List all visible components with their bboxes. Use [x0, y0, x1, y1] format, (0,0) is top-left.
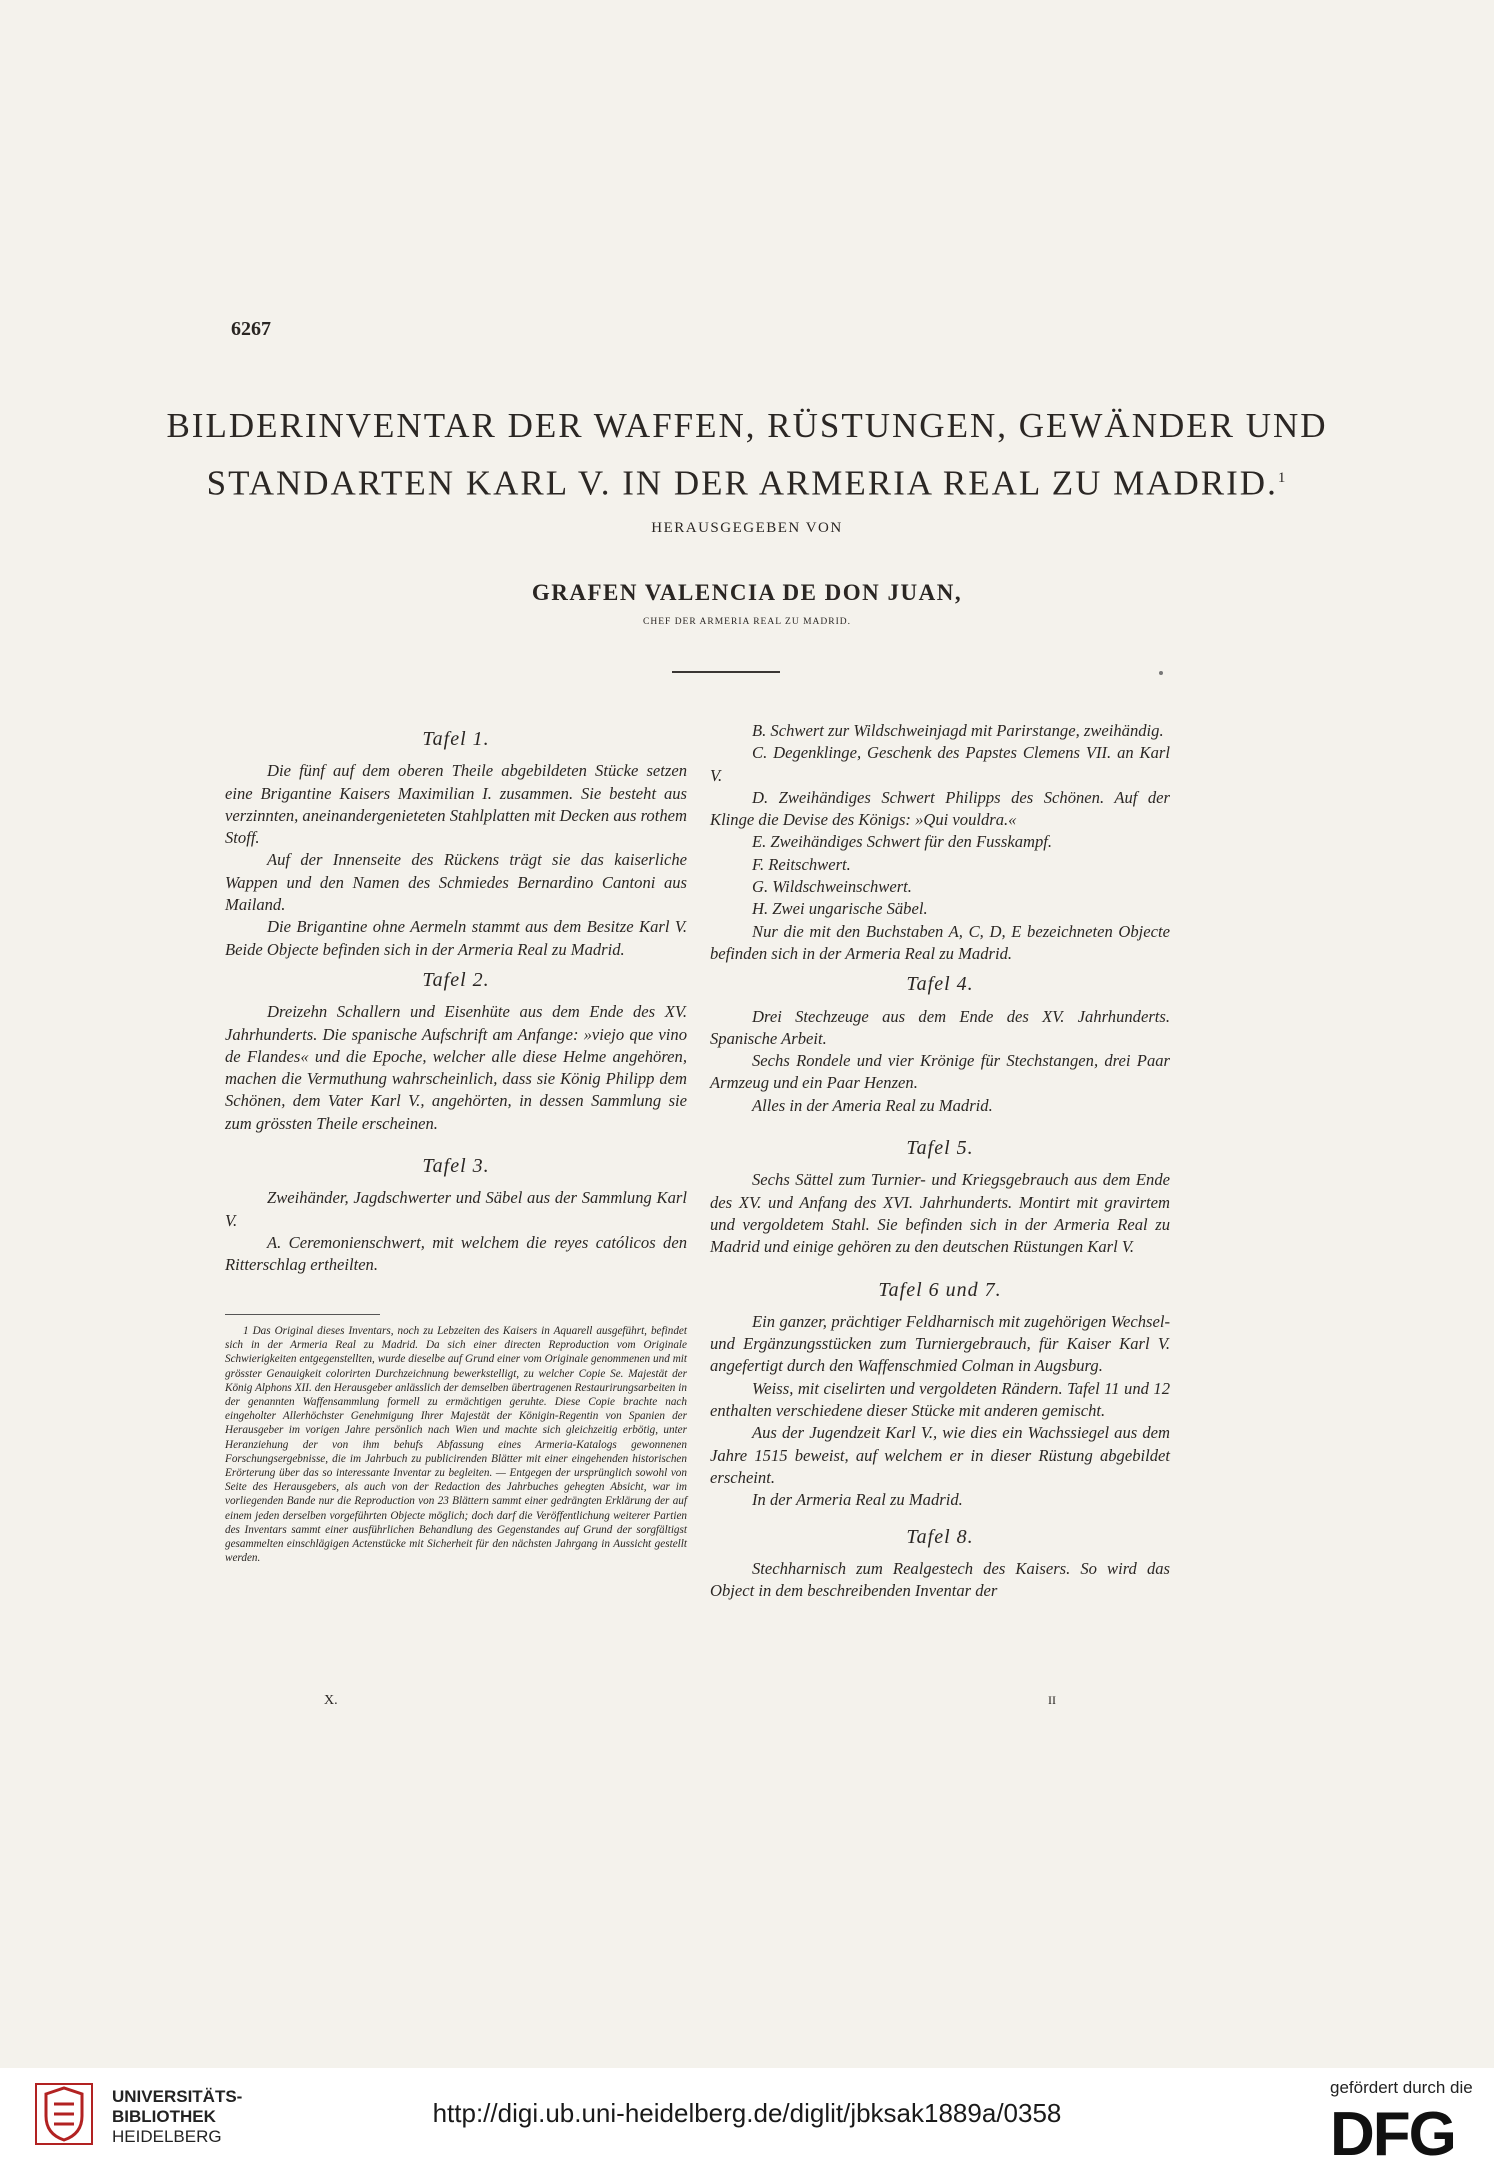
tafel-1-paragraph-2: Auf der Innenseite des Rückens trägt sie das kaiserliche Wappen und den Namen des Schmiedes Bernardino Cantoni aus Mailand.	[225, 850, 687, 915]
tafel-3-paragraph-1: Zweihänder, Jagdschwerter und Säbel aus der Sammlung Karl V.	[225, 1188, 687, 1230]
tafel-4-paragraph-3: Alles in der Ameria Real zu Madrid.	[752, 1095, 993, 1115]
signature-right: II	[1048, 1693, 1056, 1707]
tafel-5-heading: Tafel 5.	[906, 1137, 974, 1160]
library-name-line-2: BIBLIOTHEK	[112, 2107, 216, 2126]
editor-name: GRAFEN VALENCIA DE DON JUAN,	[531, 580, 963, 605]
library-name-line-1: UNIVERSITÄTS-	[112, 2087, 243, 2106]
tafel-6-7-paragraph-4: In der Armeria Real zu Madrid.	[752, 1490, 963, 1510]
tafel-3-heading: Tafel 3.	[422, 1155, 490, 1178]
item-f: F. Reitschwert.	[752, 854, 851, 874]
left-column	[225, 720, 687, 1277]
footnote	[225, 1324, 687, 1565]
tafel-6-7-paragraph-1: Ein ganzer, prächtiger Feldharnisch mit zugehörigen Wechsel- und Ergänzungsstücken zum Turniergebrauch, für Kaiser Karl V. angefertigt durch den Waffenschmied Colman in Augsburg.	[710, 1311, 1170, 1376]
item-g: G. Wildschweinschwert.	[752, 877, 912, 897]
editor-label: HERAUSGEGEBEN VON	[651, 520, 843, 536]
library-name-line-3: HEIDELBERG	[112, 2127, 222, 2146]
item-d: D. Zweihändiges Schwert Philipps des Schönen. Auf der Klinge die Devise des Königs: »Qui vouldra.«	[710, 787, 1170, 830]
speck-mark	[1159, 671, 1163, 675]
tafel-6-7-paragraph-2: Weiss, mit ciselirten und vergoldeten Rändern. Tafel 11 und 12 enthalten verschiedene dieser Stücke mit anderen gemischt.	[710, 1378, 1170, 1421]
tafel-1-paragraph-1: Die fünf auf dem oberen Theile abgebildeten Stücke setzen eine Brigantine Kaisers Maximilian I. zusammen. Sie besteht aus verzinnten, aneinandergenieteten Stahlplatten mit Decken aus rothem Stoff.	[225, 761, 687, 848]
footnote-divider	[225, 1314, 380, 1315]
tafel-2-paragraph-1: Dreizehn Schallern und Eisenhüte aus dem Ende des XV. Jahrhunderts. Die spanische Aufschrift am Anfange: »viejo que vino de Flandes« und die Epoche, welcher alle diese Helme angehören, machen die Vermuthung wahrscheinlich, dass sie König Philipp dem Schönen, dem Vater Karl V., angehörten, in dessen Sammlung sie zum grössten Theile erscheinen.	[225, 1002, 687, 1133]
item-c: C. Degenklinge, Geschenk des Papstes Clemens VII. an Karl V.	[710, 743, 1170, 785]
article-title-line-2	[160, 452, 1334, 510]
tafel-3-paragraph-2: A. Ceremonienschwert, mit welchem die reyes católicos den Ritterschlag ertheilten.	[225, 1232, 687, 1275]
tafel-1-heading: Tafel 1.	[422, 728, 490, 750]
tafel-1-paragraph-3: Die Brigantine ohne Aermeln stammt aus dem Besitze Karl V. Beide Objecte befinden sich in der Armeria Real zu Madrid.	[225, 917, 687, 959]
tafel-6-7-heading: Tafel 6 und 7.	[878, 1278, 1002, 1301]
footnote-text: 1 Das Original dieses Inventars, noch zu Lebzeiten des Kaisers in Aquarell ausgeführt, befindet sich in der Armeria Real zu Madrid. Da sich einer directen Reproduction vom Originale Schwierigkeiten entgegenstellten, wurde dieselbe auf Grund einer vom Originale genommenen und mit grösster Genauigkeit colorirten Durchzeichnung bewerkstelligt, zu welcher Copie Se. Majestät der König Alphons XII. den Herausgeber anlässlich der demselben übertragenen Restaurirungsarbeiten in der genannten Waffensammlung formell zu ermächtigen geruhte. Diese Copie brachte nach eingeholter Allerhöchster Genehmigung Ihrer Majestät der Königin-Regentin von Spanien der Herausgeber im vorigen Jahre persönlich nach Wien und machte sich gleichzeitig erbötig, unter Heranziehung der von ihm behufs Abfassung eines Armeria-Katalogs gewonnenen Forschungsergebnisse, die im Jahrbuch zu publicirenden Blätter mit einer eingehenden historischen Erörterung über das so interessante Inventar zu begleiten. — Entgegen der ursprünglich sowohl von Seite des Herausgebers, als auch von der Redaction des Jahrbuches gehegten Absicht, war im vorliegenden Bande nur die Reproduction von 23 Blättern sammt einer gedrängten Erklärung der auf einem jeden derselben vorgeführten Objecte möglich; doch darf die Veröffentlichung weiterer Partien des Inventars sammt einer ausführlichen Behandlung des Gegenstandes auf Grund der sorgfältigst gesammelten einschlägigen Actenstücke mit Sicherheit für den nächsten Jahrgang in Aussicht gestellt werden.	[225, 1325, 687, 1565]
tafel-2-heading: Tafel 2.	[422, 968, 490, 991]
article-title-line-1: BILDERINVENTAR DER WAFFEN, RÜSTUNGEN, GEWÄNDER UND	[166, 406, 1328, 445]
permalink-url[interactable]: http://digi.ub.uni-heidelberg.de/diglit/jbksak1889a/0358	[432, 2098, 1062, 2128]
dfg-logo[interactable]: DFG	[1330, 2100, 1455, 2169]
tafel-8-heading: Tafel 8.	[906, 1525, 974, 1548]
items-note: Nur die mit den Buchstaben A, C, D, E bezeichneten Objecte befinden sich in der Armeria Real zu Madrid.	[710, 921, 1170, 963]
title-footnote-mark: 1	[1277, 470, 1288, 486]
item-b: B. Schwert zur Wildschweinjagd mit Parirstange, zweihändig.	[752, 721, 1164, 740]
tafel-5-paragraph-1: Sechs Sättel zum Turnier- und Kriegsgebrauch aus dem Ende des XV. und Anfang des XVI. Jahrhunderts. Montirt mit gravirtem und vergoldetem Stahl. Sie befinden sich in der Armeria Real zu Madrid und einige gehören zu den deutschen Rüstungen Karl V.	[710, 1170, 1170, 1257]
page-number: 6267	[231, 318, 271, 340]
tafel-4-paragraph-1: Drei Stechzeuge aus dem Ende des XV. Jahrhunderts. Spanische Arbeit.	[710, 1006, 1170, 1048]
tafel-8-paragraph-1: Stechharnisch zum Realgestech des Kaisers. So wird das Object in dem beschreibenden Inventar der	[710, 1558, 1170, 1601]
right-column	[710, 720, 1170, 1602]
tafel-4-paragraph-2: Sechs Rondele und vier Krönige für Stechstangen, drei Paar Armzeug und ein Paar Henzen.	[710, 1051, 1170, 1093]
tafel-6-7-paragraph-3: Aus der Jugendzeit Karl V., wie dies ein Wachssiegel aus dem Jahre 1515 beweist, auf welchem er in dieser Rüstung abgebildet erscheint.	[710, 1423, 1170, 1487]
item-h: H. Zwei ungarische Säbel.	[752, 899, 928, 919]
signature-left: X.	[324, 1693, 338, 1708]
editor-role: CHEF DER ARMERIA REAL ZU MADRID.	[643, 617, 851, 627]
item-e: E. Zweihändiges Schwert für den Fusskampf.	[752, 832, 1053, 852]
title-divider	[672, 671, 780, 673]
tafel-4-heading: Tafel 4.	[906, 973, 974, 996]
article-title-line-2-text: STANDARTEN KARL V. IN DER ARMERIA REAL ZU MADRID.	[206, 463, 1278, 503]
sponsor-text: gefördert durch die	[1330, 2078, 1473, 2097]
